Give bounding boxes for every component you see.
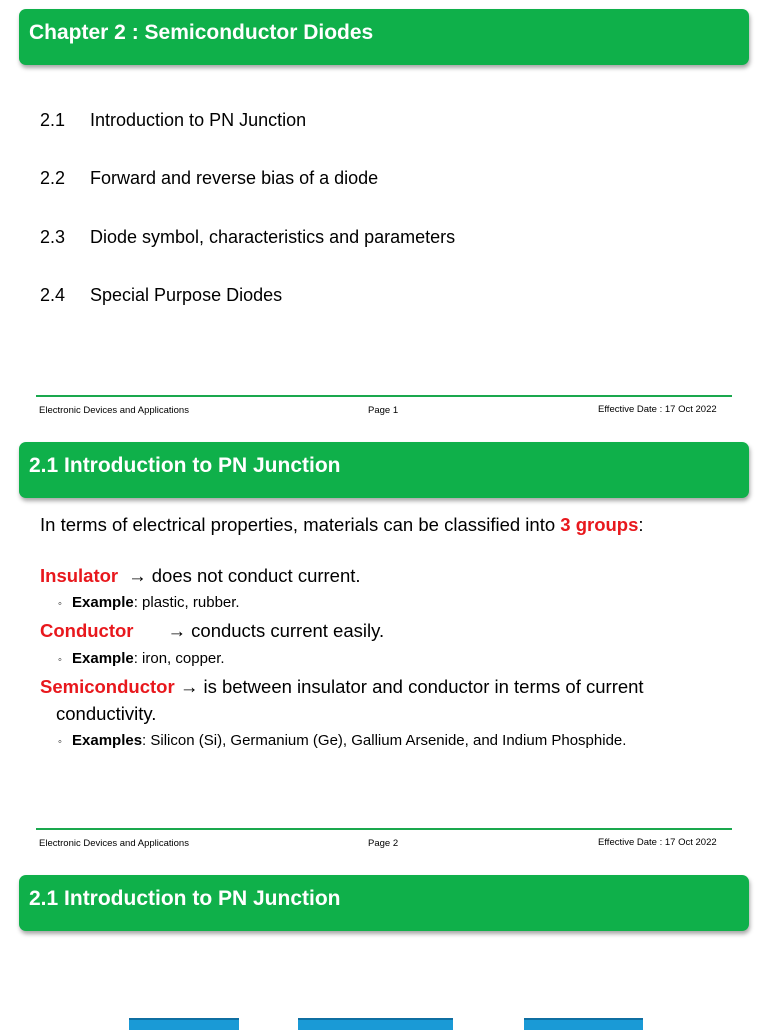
example-label: Examples: [72, 732, 143, 749]
semiconductor-desc-cont: conductivity.: [56, 703, 157, 724]
slide2-footer-date: Effective Date : 17 Oct 2022: [598, 837, 717, 848]
bullet-icon: ◦: [58, 598, 62, 610]
arrow-icon: →: [167, 620, 187, 641]
toc-item: [40, 168, 378, 189]
arrow-icon: →: [179, 676, 199, 697]
conductor-line: [40, 620, 384, 642]
toc-text: Forward and reverse bias of a diode: [90, 168, 379, 188]
toc-text: Special Purpose Diodes: [90, 285, 283, 305]
example-text: : plastic, rubber.: [133, 594, 240, 611]
bullet-icon: ◦: [58, 654, 62, 666]
insulator-desc: does not conduct current.: [151, 565, 361, 586]
intro-highlight: 3 groups: [560, 514, 639, 535]
slide2-footer-page: Page 2: [368, 838, 399, 849]
toc-number: 2.4: [40, 285, 66, 305]
conductor-term: Conductor: [40, 620, 134, 641]
slide1-footer-divider: [36, 395, 732, 397]
intro-pre: In terms of electrical properties, materials can be classified into: [40, 514, 561, 535]
slide2-footer-course: Electronic Devices and Applications: [39, 838, 189, 849]
toc-number: 2.2: [40, 168, 66, 188]
slide1-title-banner: [19, 9, 749, 65]
toc-number: 2.3: [40, 227, 66, 247]
slide3-title-banner: [19, 875, 749, 931]
slide1-title: Chapter 2 : Semiconductor Diodes: [29, 21, 374, 44]
toc-item: [40, 285, 282, 306]
diagram-box-center: [298, 1018, 453, 1030]
slide1-footer-course: Electronic Devices and Applications: [39, 405, 189, 416]
semiconductor-desc: is between insulator and conductor in terms of current: [203, 676, 644, 697]
example-label: Example: [72, 594, 134, 611]
example-text: : Silicon (Si), Germanium (Ge), Gallium Arsenide, and Indium Phosphide.: [142, 732, 627, 749]
slide2-title-banner: [19, 442, 749, 498]
insulator-line: [40, 565, 361, 587]
arrow-icon: →: [128, 565, 147, 586]
diagram-box-left: [129, 1018, 239, 1030]
semiconductor-line: [40, 676, 644, 698]
bullet-icon: ◦: [58, 736, 62, 748]
slide2-footer-divider: [36, 828, 732, 830]
intro-post: :: [638, 514, 644, 535]
semiconductor-term: Semiconductor: [40, 676, 175, 697]
toc-number: 2.1: [40, 110, 66, 130]
intro-text: [40, 514, 644, 536]
slide2-title: 2.1 Introduction to PN Junction: [29, 454, 341, 477]
insulator-term: Insulator: [40, 565, 119, 586]
slide3-title: 2.1 Introduction to PN Junction: [29, 887, 341, 910]
example-text: : iron, copper.: [133, 650, 225, 667]
toc-text: Introduction to PN Junction: [90, 110, 307, 130]
slide1-footer-date: Effective Date : 17 Oct 2022: [598, 404, 717, 415]
toc-item: [40, 227, 455, 248]
semiconductor-example: [58, 732, 626, 749]
slide1-footer-page: Page 1: [368, 405, 399, 416]
conductor-example: [58, 650, 225, 667]
toc-text: Diode symbol, characteristics and parameters: [90, 227, 456, 247]
insulator-example: [58, 594, 240, 611]
example-label: Example: [72, 650, 134, 667]
diagram-box-right: [524, 1018, 643, 1030]
conductor-desc: conducts current easily.: [191, 620, 385, 641]
toc-item: [40, 110, 306, 131]
